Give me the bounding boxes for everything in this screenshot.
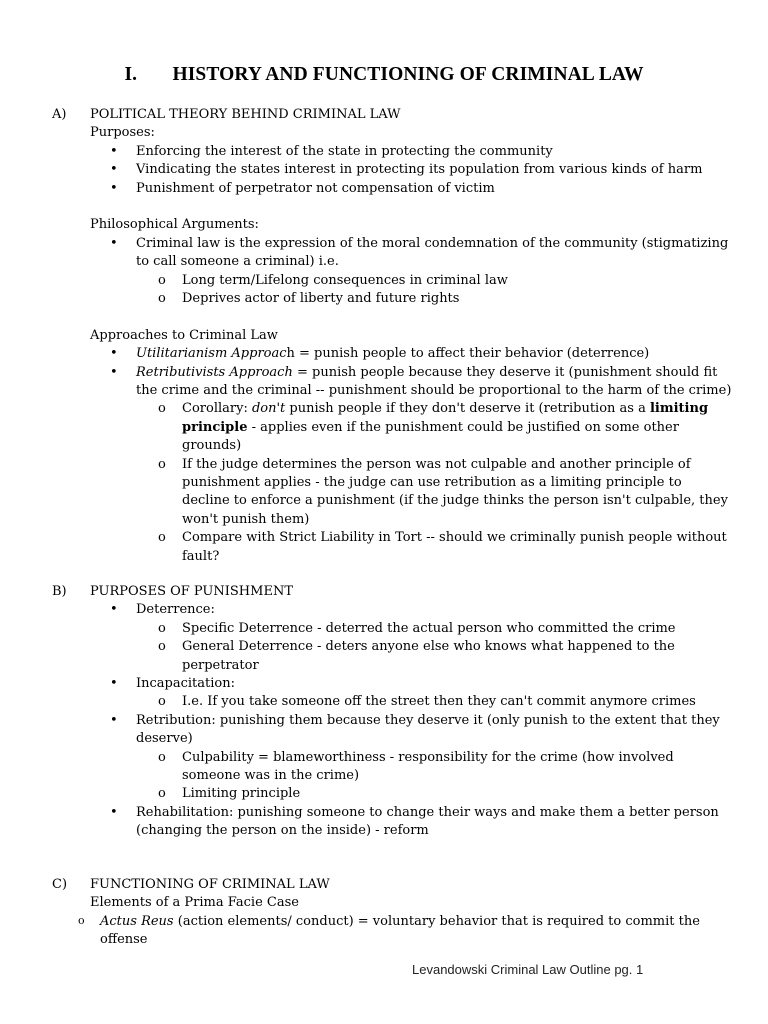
list-item: • Criminal law is the expression of the moral condemnation of the community (stigmatizing to call someone a criminal) i.e. o Long term/Lifelong consequences in criminal law o Deprives actor of liberty and future rights	[90, 235, 732, 309]
list-item: o General Deterrence - deters anyone else who knows what happened to the perpetrator	[158, 639, 675, 673]
title-numeral: I.	[124, 64, 138, 85]
section-b-heading	[52, 583, 732, 601]
section-a-title: POLITICAL THEORY BEHIND CRIMINAL LAW	[90, 107, 401, 122]
list-item: • Vindicating the states interest in protecting its population from various kinds of harm	[90, 161, 732, 179]
list-item: • Enforcing the interest of the state in protecting the community	[90, 143, 732, 161]
list-item: o I.e. If you take someone off the street then they can't commit anymore crimes	[136, 693, 732, 711]
list-item: • Punishment of perpetrator not compensation of victim	[90, 180, 732, 198]
bullet-icon: •	[110, 602, 118, 618]
bullet-icon: •	[110, 180, 118, 196]
list-item: o Limiting principle	[136, 785, 732, 803]
list-item: o Compare with Strict Liability in Tort -- should we criminally punish people without fault?	[158, 530, 727, 564]
bullet-icon: •	[110, 235, 118, 251]
bullet-icon: •	[110, 364, 118, 380]
retribution-sublist	[136, 749, 732, 804]
approaches-label: Approaches to Criminal Law	[90, 327, 278, 343]
purposes-list	[90, 143, 732, 198]
page-footer: Levandowski Criminal Law Outline pg. 1	[412, 962, 644, 977]
circle-bullet-icon: o	[158, 620, 166, 636]
list-item: • Rehabilitation: punishing someone to change their ways and make them a better person (changing the person on the inside) - reform	[110, 804, 719, 839]
list-item: • Retributivists Approach = punish people because they deserve it (punishment should fit the crime and the criminal -- punishment should be proportional to the harm of the crime) o Corollary: don't punish people if they don't deserve it (retribution as a limiting principle - applies even if the punishment could be justified on some other grounds) o If the judge determines the person was not culpable and another principle of punishment applies - the judge can use retribution as a limiting principle to decline to enforce a punishment (if the judge thinks the person isn't culpable, they won't punish them) o Compare with Strict Liability in Tort -- should we criminally punish people without fault?	[90, 364, 732, 566]
circle-bullet-icon: o	[158, 401, 166, 417]
list-item: • Retribution: punishing them because they deserve it (only punish to the extent that they deserve) o Culpability = blameworthiness - responsibility for the crime (how involved someone was in the crime) o Limiting principle	[90, 712, 732, 804]
section-c-letter: C)	[52, 877, 68, 892]
section-c-title: FUNCTIONING OF CRIMINAL LAW	[90, 877, 330, 892]
philosophical-list	[90, 235, 732, 309]
circle-bullet-icon: o	[158, 456, 166, 472]
list-item: o Actus Reus (action elements/ conduct) = voluntary behavior that is required to commit the offense	[78, 913, 700, 948]
bullet-icon: •	[110, 676, 118, 692]
bullet-icon: •	[110, 804, 118, 820]
philosophical-sublist	[136, 272, 732, 309]
circle-bullet-icon: o	[158, 639, 166, 655]
list-item: o If the judge determines the person was not culpable and another principle of punishment applies - the judge can use retribution as a limiting principle to decline to enforce a punishment (if the judge thinks the person isn't culpable, they won't punish them)	[158, 456, 728, 527]
deterrence-sublist	[136, 620, 732, 675]
section-b-letter: B)	[52, 584, 67, 599]
list-item: • Utilitarianism Approach = punish people to affect their behavior (deterrence)	[90, 345, 732, 363]
list-item: o Culpability = blameworthiness - responsibility for the crime (how involved someone was in the crime)	[158, 749, 674, 784]
circle-bullet-icon: o	[158, 786, 166, 802]
elements-list	[76, 913, 732, 950]
circle-bullet-icon: o	[158, 749, 166, 765]
section-c-heading	[52, 876, 732, 894]
section-a-heading	[52, 106, 732, 124]
circle-bullet-icon: o	[158, 530, 166, 546]
title-text: HISTORY AND FUNCTIONING OF CRIMINAL LAW	[172, 64, 644, 85]
purposes-label: Purposes:	[90, 125, 155, 141]
section-a-letter: A)	[52, 107, 67, 122]
section-b	[52, 583, 732, 841]
list-item: o Corollary: don't punish people if they don't deserve it (retribution as a limiting principle - applies even if the punishment could be justified on some other grounds)	[158, 401, 709, 454]
bullet-icon: •	[110, 712, 118, 728]
circle-bullet-icon: o	[158, 272, 166, 288]
circle-bullet-icon: o	[78, 913, 85, 927]
page-title	[0, 66, 768, 84]
approaches-list	[90, 345, 732, 566]
elements-label: Elements of a Prima Facie Case	[90, 895, 299, 911]
list-item: o Specific Deterrence - deterred the actual person who committed the crime	[136, 620, 732, 638]
list-item: • Incapacitation: o I.e. If you take someone off the street then they can't commit anymore crimes	[90, 675, 732, 712]
retributivist-sublist	[136, 400, 732, 566]
list-item: o Deprives actor of liberty and future rights	[136, 290, 732, 308]
bullet-icon: •	[110, 162, 118, 178]
list-item: o Long term/Lifelong consequences in criminal law	[136, 272, 732, 290]
circle-bullet-icon: o	[158, 694, 166, 710]
section-b-title: PURPOSES OF PUNISHMENT	[90, 584, 293, 599]
section-a	[52, 106, 732, 566]
punishment-list	[90, 601, 732, 840]
bullet-icon: •	[110, 143, 118, 159]
philosophical-label: Philosophical Arguments:	[90, 217, 259, 233]
circle-bullet-icon: o	[158, 291, 166, 307]
bullet-icon: •	[110, 346, 118, 362]
incapacitation-sublist	[136, 693, 732, 711]
section-c	[52, 876, 732, 950]
list-item: • Deterrence: o Specific Deterrence - deterred the actual person who committed the crime o General Deterrence - deters anyone else who knows what happened to the perpetrator	[90, 601, 732, 675]
